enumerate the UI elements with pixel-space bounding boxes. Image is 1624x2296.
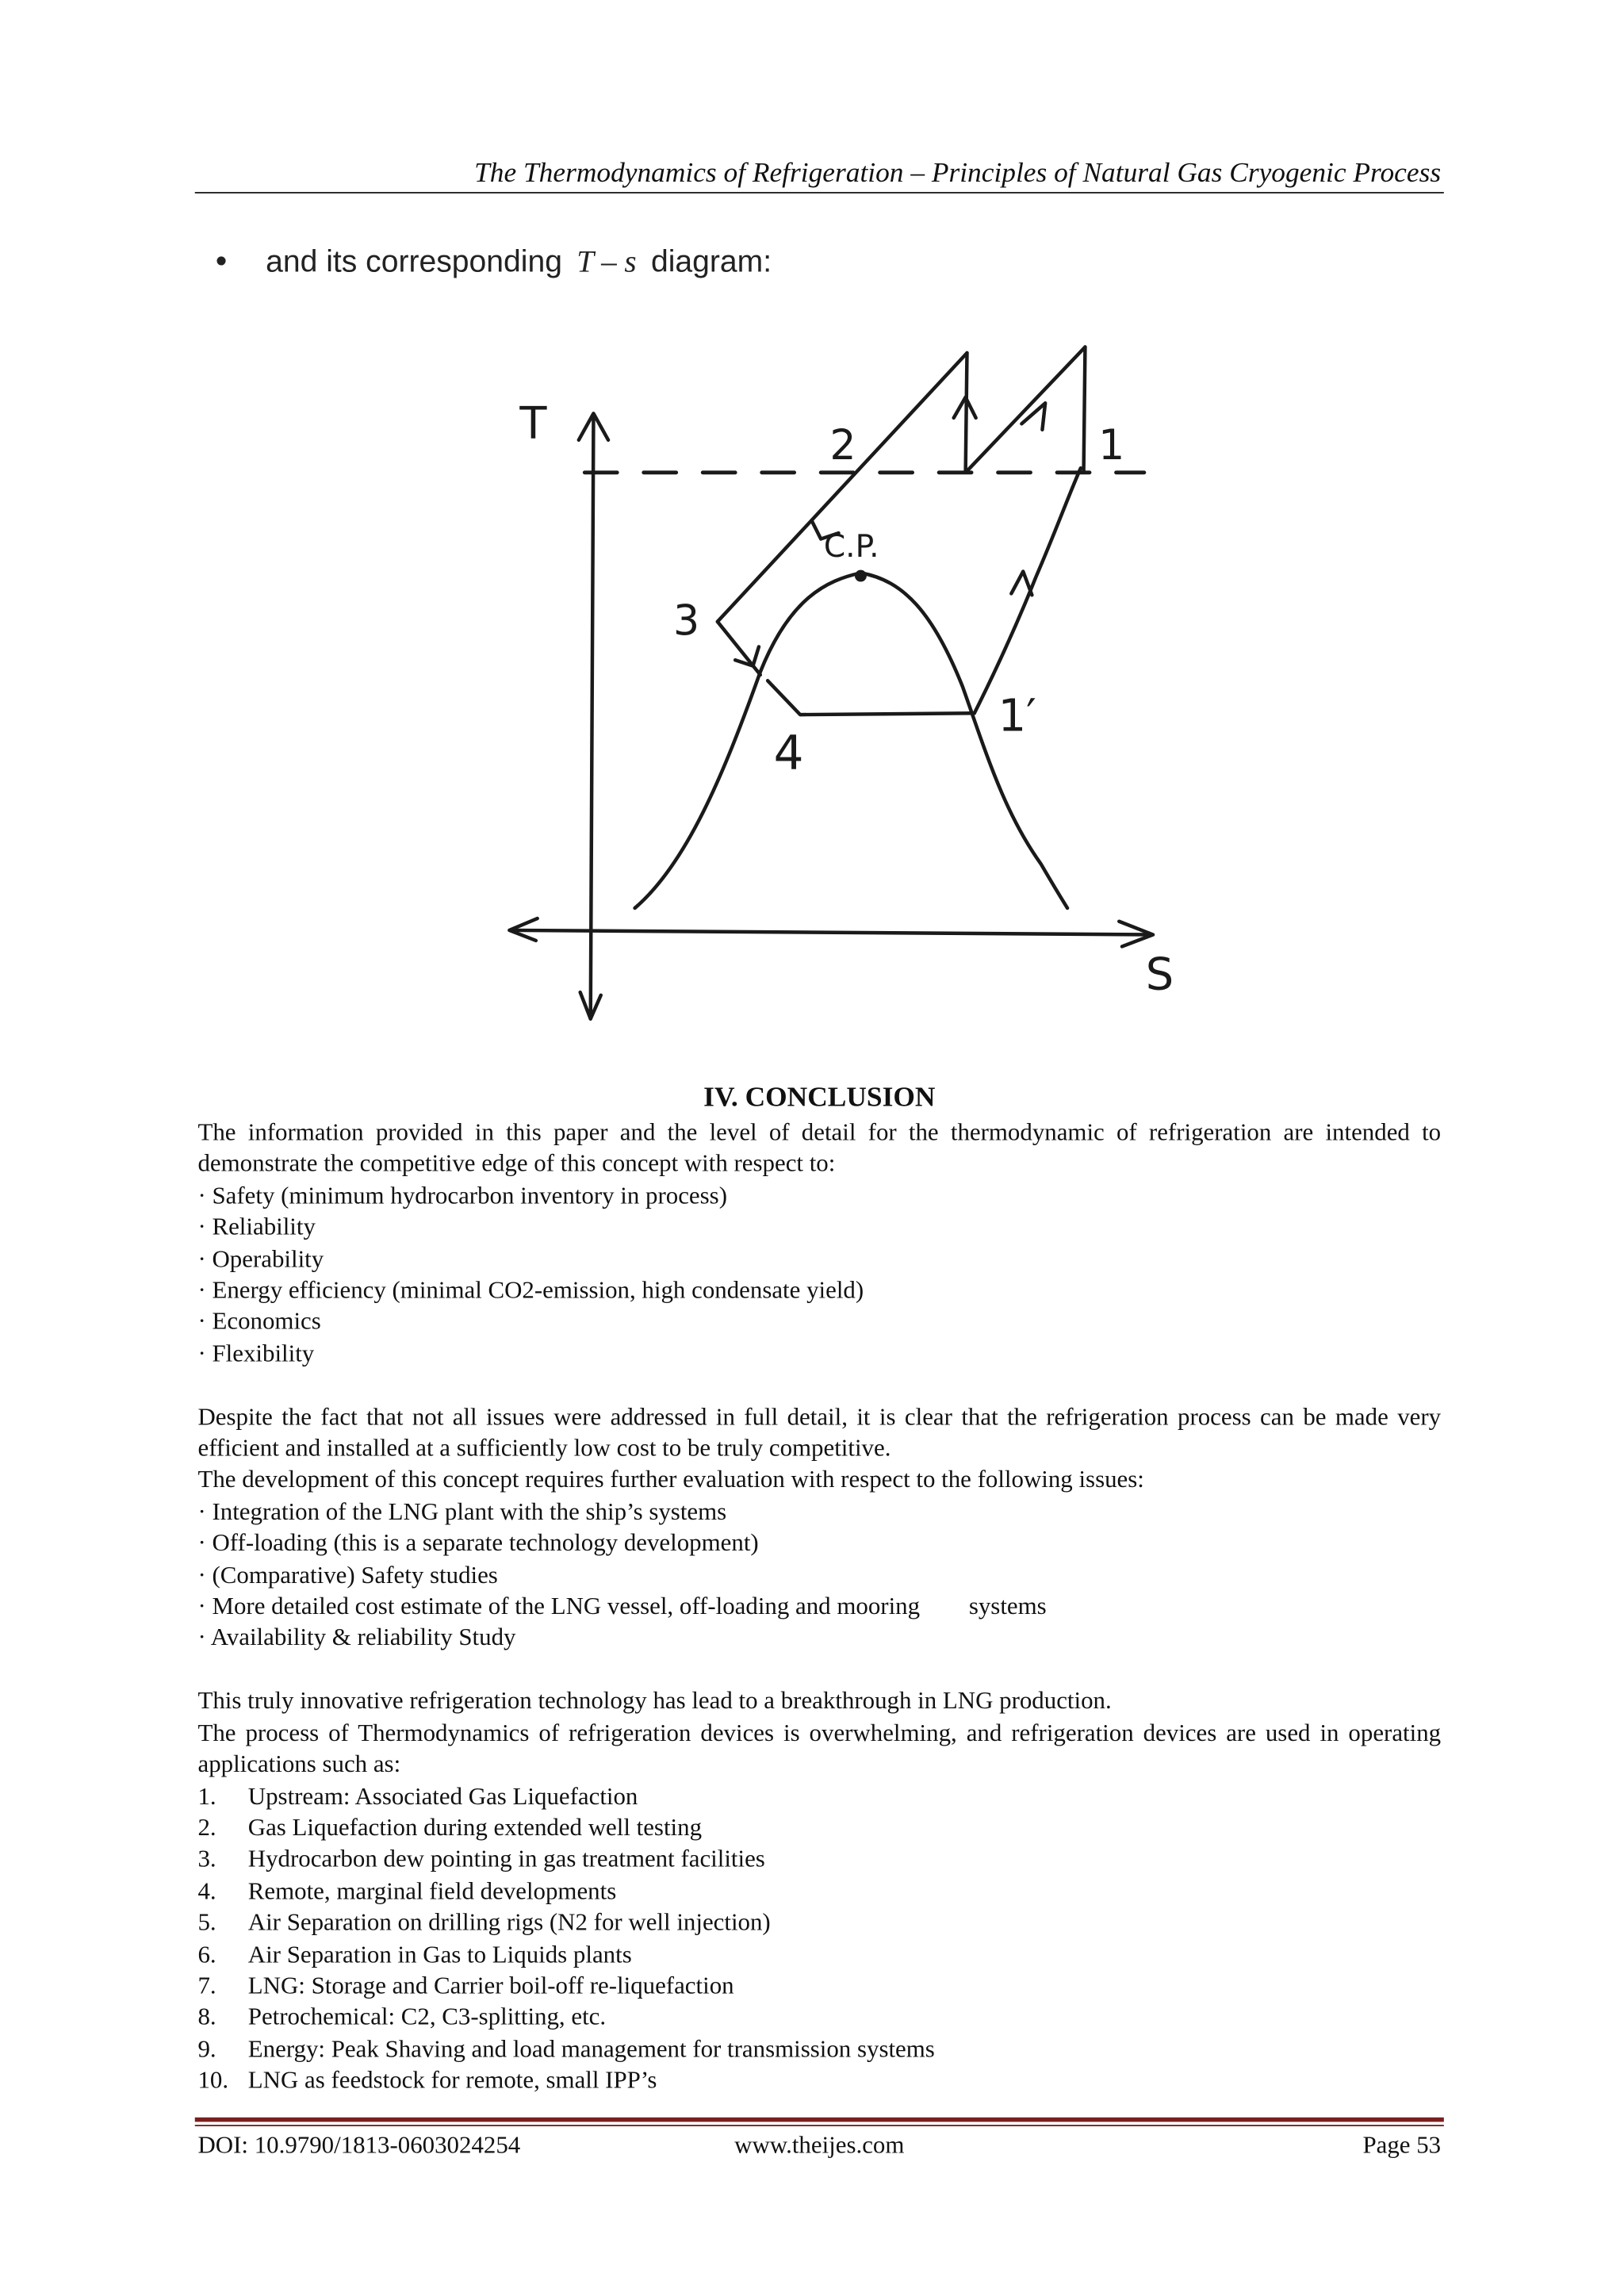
- point-label-1: 1: [1098, 422, 1125, 470]
- list-item: [197, 2064, 1441, 2096]
- list-text: Hydrocarbon dew pointing in gas treatment facilities: [247, 1844, 765, 1873]
- intro-bullet-line: [216, 240, 772, 284]
- list-item: [197, 2001, 1441, 2033]
- list-item: [197, 1938, 1441, 1970]
- list-text: LNG: Storage and Carrier boil-off re-liquefaction: [247, 1971, 734, 1999]
- t-axis-line: [591, 418, 594, 1019]
- spacer: [197, 1654, 1441, 1685]
- list-item: [197, 1780, 1441, 1811]
- list-text: Air Separation on drilling rigs (N2 for well injection): [247, 1907, 771, 1937]
- list-number: 7.: [197, 1971, 216, 1999]
- list-text: Petrochemical: C2, C3-splitting, etc.: [247, 2003, 607, 2031]
- point-label-2: 2: [829, 422, 856, 470]
- issue-item: · Integration of the LNG plant with the ship’s systems: [197, 1497, 727, 1525]
- process-line-3-to-2: [718, 353, 967, 622]
- applications-list: [197, 1780, 1441, 2096]
- list-number: 10.: [197, 2065, 229, 2095]
- issue-item: · (Comparative) Safety studies: [197, 1560, 498, 1589]
- section-heading-conclusion: IV. CONCLUSION: [703, 1082, 936, 1114]
- bullet-icon: •: [215, 242, 228, 279]
- process-paragraph: The process of Thermodynamics of refrigeration devices is overwhelming, and refrigeration devices are used in operating applications such as:: [197, 1718, 1442, 1778]
- flow-arrow-icon: [1011, 572, 1032, 596]
- list-text: Upstream: Associated Gas Liquefaction: [247, 1781, 638, 1810]
- footer-website-link[interactable]: www.theijes.com: [734, 2130, 905, 2159]
- despite-paragraph: Despite the fact that not all issues were addressed in full detail, it is clear that the refrigeration process can be made very efficient and installed at a sufficiently low cost to be truly competitive.: [197, 1402, 1442, 1462]
- axis-t-label: T: [519, 397, 547, 450]
- s-axis-line: [511, 930, 1151, 935]
- point-label-4: 4: [773, 726, 804, 781]
- edge-item: · Safety (minimum hydrocarbon inventory in process): [197, 1181, 727, 1209]
- list-item: [197, 1907, 1441, 1938]
- issue-item: · More detailed cost estimate of the LNG vessel, off-loading and mooring systems: [197, 1592, 1047, 1620]
- list-item: [197, 1843, 1441, 1875]
- intro-bullet-text-after: diagram:: [650, 245, 772, 279]
- list-number: 3.: [197, 1844, 216, 1873]
- conclusion-body: [197, 1117, 1441, 2096]
- edge-item: · Operability: [197, 1244, 324, 1273]
- issue-item: · Availability & reliability Study: [197, 1623, 516, 1652]
- axis-s-label: S: [1145, 949, 1174, 1001]
- footer-rule-thin: [195, 2125, 1444, 2126]
- list-text: Remote, marginal field developments: [247, 1876, 617, 1905]
- footer-page-number: Page 53: [1362, 2130, 1442, 2159]
- critical-point-label: C.P.: [823, 528, 879, 565]
- list-number: 8.: [197, 2003, 216, 2031]
- list-number: 2.: [197, 1813, 216, 1842]
- list-text: Energy: Peak Shaving and load management for transmission systems: [247, 2034, 935, 2063]
- issue-item: · Off-loading (this is a separate technology development): [197, 1528, 759, 1557]
- zigzag-diagonal: [966, 347, 1086, 473]
- intro-bullet-text-before: and its corresponding: [266, 245, 562, 279]
- list-number: 5.: [197, 1907, 216, 1937]
- process-line-1-to-1prime: [975, 468, 1081, 713]
- footer-doi: DOI: 10.9790/1813-0603024254: [197, 2130, 521, 2159]
- running-header-title: The Thermodynamics of Refrigeration – Principles of Natural Gas Cryogenic Process: [474, 158, 1442, 190]
- innovative-paragraph: This truly innovative refrigeration technology has lead to a breakthrough in LNG production.: [197, 1686, 1112, 1715]
- list-item: [197, 1875, 1441, 1907]
- list-number: 9.: [197, 2034, 216, 2063]
- development-paragraph: The development of this concept requires further evaluation with respect to the following issues:: [197, 1465, 1144, 1494]
- ts-diagram: [487, 332, 1196, 1041]
- edge-item: · Energy efficiency (minimal CO2-emission, high condensate yield): [197, 1275, 864, 1305]
- header-rule: [195, 192, 1444, 194]
- list-number: 1.: [197, 1781, 216, 1810]
- edge-item: · Economics: [197, 1307, 321, 1336]
- list-text: Gas Liquefaction during extended well testing: [247, 1813, 703, 1842]
- list-number: 6.: [197, 1939, 216, 1968]
- intro-bullet-math: T – s: [576, 243, 637, 279]
- list-text: LNG as feedstock for remote, small IPP’s: [247, 2065, 657, 2095]
- list-item: [197, 1970, 1441, 2002]
- zigzag-right-vertical: [1084, 347, 1086, 473]
- zigzag-left-vertical: [966, 353, 967, 473]
- flow-arrow-icon: [1021, 403, 1045, 430]
- list-item: [197, 2033, 1441, 2064]
- spacer: [197, 1369, 1441, 1401]
- point-label-3: 3: [672, 597, 700, 646]
- critical-point-dot: [855, 570, 867, 582]
- list-item: [197, 1811, 1441, 1843]
- edge-item: · Flexibility: [197, 1339, 315, 1367]
- list-text: Air Separation in Gas to Liquids plants: [247, 1939, 632, 1968]
- list-number: 4.: [197, 1876, 216, 1905]
- point-label-1prime: 1′: [998, 690, 1036, 742]
- process-line-1prime-to-4: [768, 680, 975, 715]
- edge-item: · Reliability: [197, 1212, 316, 1241]
- footer-rule-thick: [195, 2118, 1444, 2122]
- intro-paragraph: The information provided in this paper and the level of detail for the thermodynamic of refrigeration are intended to demonstrate the competitive edge of this concept with respect to:: [197, 1117, 1442, 1178]
